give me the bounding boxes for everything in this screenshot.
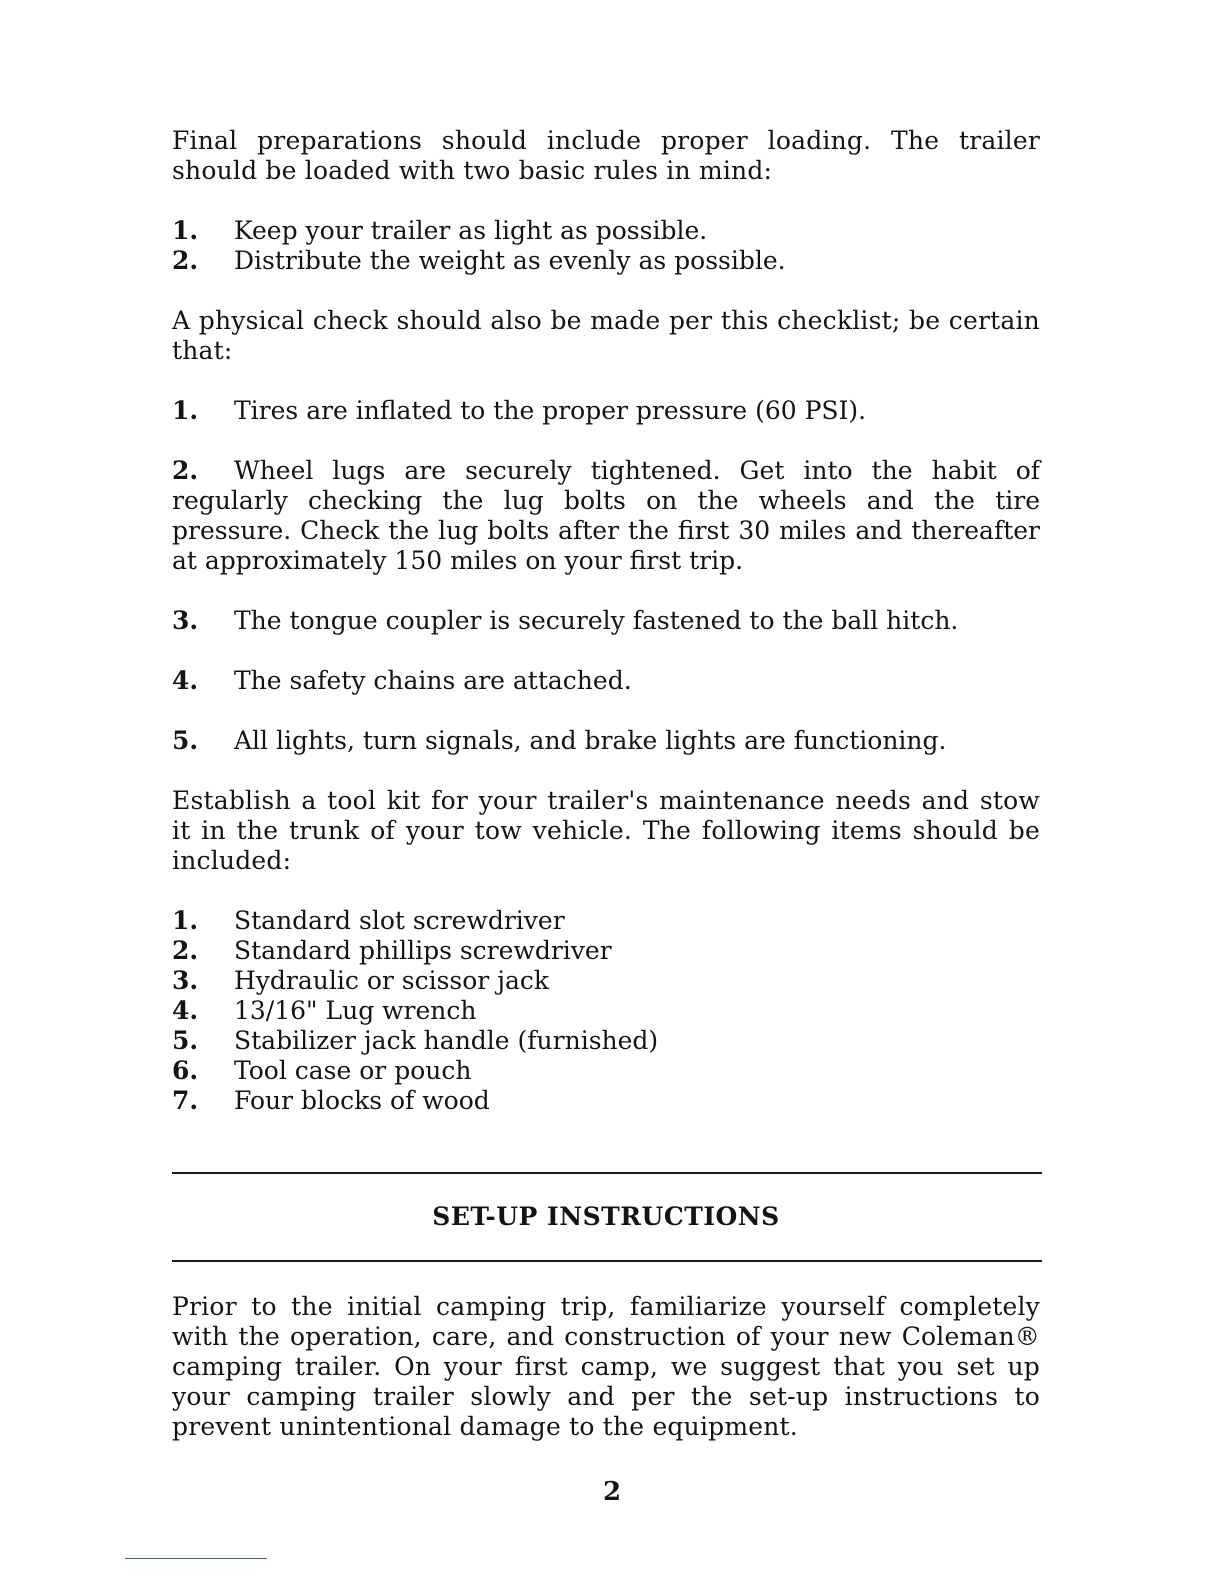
scan-edge-line bbox=[125, 1558, 267, 1559]
section-divider-bottom bbox=[172, 1260, 1042, 1262]
list-item bbox=[172, 216, 1040, 246]
list-item bbox=[172, 1086, 1040, 1116]
list-text: Standard slot screwdriver bbox=[234, 906, 565, 935]
checklist-item bbox=[172, 456, 1040, 576]
list-item bbox=[172, 1056, 1040, 1086]
toolkit-intro-paragraph: Establish a tool kit for your trailer's maintenance needs and stow it in the trunk of your tow vehicle. The following items should be included: bbox=[172, 786, 1040, 875]
list-item bbox=[172, 1026, 1040, 1056]
list-number: 2. bbox=[172, 246, 199, 275]
list-text: Hydraulic or scissor jack bbox=[234, 966, 550, 995]
checklist-item bbox=[172, 726, 1040, 756]
list-text: 13/16" Lug wrench bbox=[234, 996, 477, 1025]
list-text: The tongue coupler is securely fastened to the ball hitch. bbox=[234, 606, 959, 635]
list-number: 3. bbox=[172, 966, 199, 995]
list-item bbox=[172, 996, 1040, 1026]
section-heading: SET-UP INSTRUCTIONS bbox=[432, 1202, 780, 1231]
list-number: 5. bbox=[172, 726, 199, 755]
list-text: Standard phillips screwdriver bbox=[234, 936, 612, 965]
list-number: 2. bbox=[172, 936, 199, 965]
checklist-item bbox=[172, 606, 1040, 636]
list-number: 1. bbox=[172, 906, 199, 935]
list-item bbox=[172, 906, 1040, 936]
list-text: Distribute the weight as evenly as possible. bbox=[234, 246, 786, 275]
list-text: Tires are inflated to the proper pressure (60 PSI). bbox=[234, 396, 867, 425]
list-text: Tool case or pouch bbox=[234, 1056, 472, 1085]
loading-rules-list bbox=[172, 216, 1040, 276]
list-text: All lights, turn signals, and brake lights are functioning. bbox=[234, 726, 947, 755]
list-number: 7. bbox=[172, 1086, 199, 1115]
list-number: 4. bbox=[172, 996, 199, 1025]
setup-paragraph: Prior to the initial camping trip, familiarize yourself completely with the operation, care, and construction of your new Coleman® camping trailer. On your first camp, we suggest that you set up your camping trailer slowly and per the set-up instructions to prevent unintentional damage to the equipment. bbox=[172, 1292, 1040, 1441]
list-number: 2. bbox=[172, 456, 199, 485]
list-item bbox=[172, 936, 1040, 966]
checklist-intro-paragraph: A physical check should also be made per this checklist; be certain that: bbox=[172, 306, 1040, 365]
list-text: Four blocks of wood bbox=[234, 1086, 490, 1115]
intro-paragraph: Final preparations should include proper loading. The trailer should be loaded with two basic rules in mind: bbox=[172, 126, 1040, 185]
list-number: 3. bbox=[172, 606, 199, 635]
checklist-item bbox=[172, 396, 1040, 426]
list-number: 5. bbox=[172, 1026, 199, 1055]
toolkit-list bbox=[172, 906, 1040, 1116]
document-page bbox=[172, 126, 1040, 1442]
list-item bbox=[172, 246, 1040, 276]
list-text: Stabilizer jack handle (furnished) bbox=[234, 1026, 659, 1055]
list-number: 4. bbox=[172, 666, 199, 695]
list-number: 6. bbox=[172, 1056, 199, 1085]
section-divider-top bbox=[172, 1172, 1042, 1174]
list-number: 1. bbox=[172, 216, 199, 245]
list-item bbox=[172, 966, 1040, 996]
page-number: 2 bbox=[602, 1477, 622, 1507]
list-text: Wheel lugs are securely tightened. Get into the habit of regularly checking the lug bolts on the wheels and the tire pressure. Check the lug bolts after the first 30 miles and thereafter at approximately 150 miles on your first trip. bbox=[172, 456, 1040, 575]
list-text: The safety chains are attached. bbox=[234, 666, 632, 695]
checklist-item bbox=[172, 666, 1040, 696]
list-number: 1. bbox=[172, 396, 199, 425]
list-text: Keep your trailer as light as possible. bbox=[234, 216, 708, 245]
